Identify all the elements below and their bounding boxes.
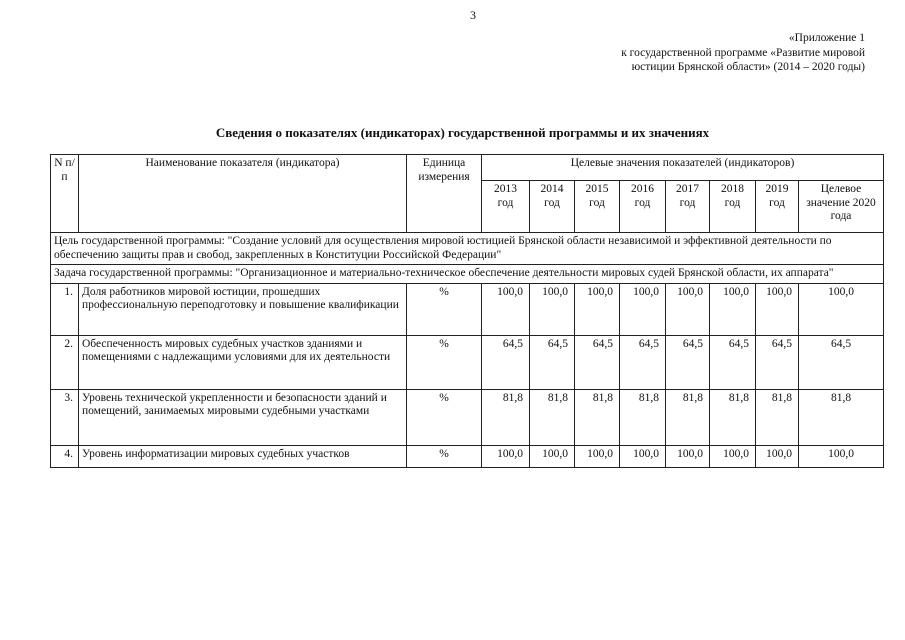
row-value: 81,8 xyxy=(530,389,575,445)
annex-line-2: к государственной программе «Развитие мировой xyxy=(621,46,865,59)
row-value: 64,5 xyxy=(799,335,884,389)
header-unit: Единица измерения xyxy=(407,155,482,233)
header-year: 2016 год xyxy=(620,181,666,233)
row-num: 2. xyxy=(51,335,79,389)
annex-line-3: юстиции Брянской области» (2014 – 2020 годы) xyxy=(631,61,865,73)
row-value: 81,8 xyxy=(710,389,756,445)
header-year: 2015 год xyxy=(575,181,620,233)
row-value: 100,0 xyxy=(620,445,666,467)
row-value: 64,5 xyxy=(482,335,530,389)
row-value: 64,5 xyxy=(530,335,575,389)
row-name: Обеспеченность мировых судебных участков зданиями и помещениями с надлежащими условиями для их деятельности xyxy=(79,335,407,389)
header-year: 2017 год xyxy=(666,181,710,233)
row-value: 64,5 xyxy=(756,335,799,389)
header-year: 2014 год xyxy=(530,181,575,233)
row-value: 64,5 xyxy=(666,335,710,389)
table-row xyxy=(51,283,884,335)
row-num: 4. xyxy=(51,445,79,467)
row-value: 81,8 xyxy=(620,389,666,445)
row-value: 100,0 xyxy=(756,445,799,467)
row-value: 100,0 xyxy=(710,445,756,467)
row-value: 100,0 xyxy=(710,283,756,335)
row-value: 81,8 xyxy=(666,389,710,445)
header-num: N п/п xyxy=(51,155,79,233)
indicators-table xyxy=(50,154,884,468)
row-value: 81,8 xyxy=(799,389,884,445)
page-number: 3 xyxy=(470,8,476,22)
row-value: 100,0 xyxy=(575,445,620,467)
header-targets: Целевые значения показателей (индикаторов) xyxy=(482,155,884,181)
row-value: 100,0 xyxy=(575,283,620,335)
document-title: Сведения о показателях (индикаторах) государственной программы и их значениях xyxy=(215,125,710,140)
row-value: 81,8 xyxy=(575,389,620,445)
header-year: 2013 год xyxy=(482,181,530,233)
row-value: 100,0 xyxy=(530,283,575,335)
row-value: 100,0 xyxy=(799,283,884,335)
row-value: 100,0 xyxy=(756,283,799,335)
row-num: 3. xyxy=(51,389,79,445)
row-value: 100,0 xyxy=(482,445,530,467)
header-name: Наименование показателя (индикатора) xyxy=(79,155,407,233)
row-unit: % xyxy=(407,445,482,467)
row-name: Уровень информатизации мировых судебных участков xyxy=(79,445,407,467)
row-value: 100,0 xyxy=(530,445,575,467)
row-value: 64,5 xyxy=(620,335,666,389)
row-value: 81,8 xyxy=(756,389,799,445)
row-value: 100,0 xyxy=(620,283,666,335)
row-unit: % xyxy=(407,283,482,335)
row-name: Уровень технической укрепленности и безопасности зданий и помещений, занимаемых мировыми судебными участками xyxy=(79,389,407,445)
table-row xyxy=(51,335,884,389)
header-final-year: Целевое значение 2020 года xyxy=(799,181,884,233)
row-value: 81,8 xyxy=(482,389,530,445)
row-unit: % xyxy=(407,335,482,389)
program-goal: Цель государственной программы: "Создание условий для осуществления мировой юстицией Брянской области независимой и эффективной деятельности по обеспечению защиты прав и свобод, закрепленных в Конституции Российской Федерации" xyxy=(51,233,884,265)
program-task: Задача государственной программы: "Организационное и материально-техническое обеспечение деятельности мировых судей Брянской области, их аппарата" xyxy=(51,265,884,284)
row-value: 100,0 xyxy=(482,283,530,335)
annex-line-1: «Приложение 1 xyxy=(788,32,865,44)
row-name: Доля работников мировой юстиции, прошедших профессиональную переподготовку и повышение квалификации xyxy=(79,283,407,335)
row-value: 100,0 xyxy=(666,445,710,467)
row-value: 100,0 xyxy=(666,283,710,335)
row-unit: % xyxy=(407,389,482,445)
header-year: 2019 год xyxy=(756,181,799,233)
table-row xyxy=(51,445,884,467)
header-year: 2018 год xyxy=(710,181,756,233)
annex-header xyxy=(600,31,865,75)
row-num: 1. xyxy=(51,283,79,335)
table-row xyxy=(51,389,884,445)
row-value: 64,5 xyxy=(710,335,756,389)
row-value: 64,5 xyxy=(575,335,620,389)
row-value: 100,0 xyxy=(799,445,884,467)
